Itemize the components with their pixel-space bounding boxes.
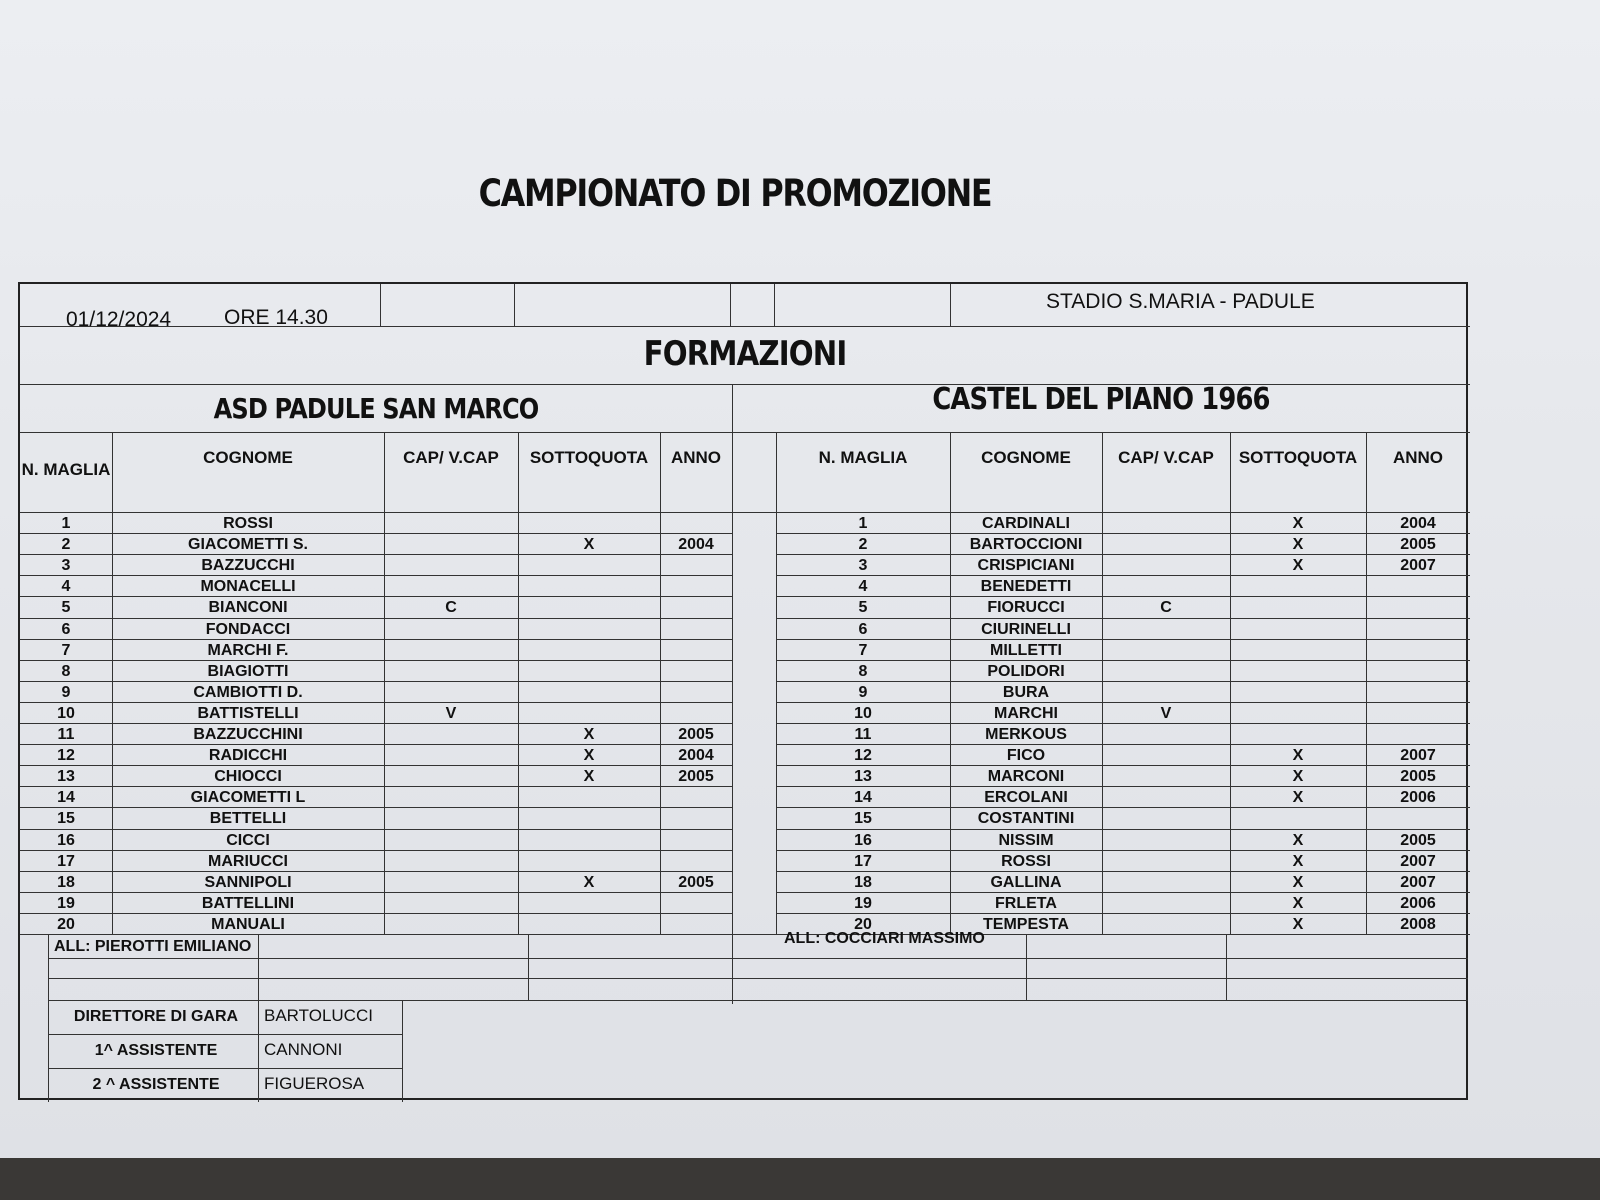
away-name-cell: NISSIM — [998, 831, 1054, 849]
home-row-line — [20, 786, 732, 787]
away-anno-cell: 2006 — [1400, 894, 1436, 912]
home-num-cell: 14 — [57, 789, 75, 807]
away-row-line — [776, 786, 1470, 787]
home-name-cell: MONACELLI — [200, 578, 296, 596]
away-sotto-cell: X — [1292, 768, 1304, 786]
home-header-0: N. MAGLIA — [21, 460, 111, 479]
away-header-4: ANNO — [1392, 448, 1444, 467]
away-name-cell: BENEDETTI — [980, 578, 1072, 596]
away-num-cell: 9 — [858, 683, 868, 701]
away-name-cell: GALLINA — [990, 873, 1062, 891]
away-row-line — [776, 575, 1470, 576]
home-header-4: ANNO — [670, 448, 722, 467]
home-anno-cell: 2005 — [678, 873, 714, 891]
home-num-cell: 1 — [61, 515, 71, 532]
away-anno-cell: 2005 — [1400, 831, 1436, 849]
home-row-line — [20, 554, 732, 555]
home-name-cell: MARIUCCI — [208, 852, 288, 870]
section-title: FORMAZIONI — [643, 334, 847, 374]
away-num-cell: 1 — [858, 515, 868, 532]
away-num-cell: 13 — [854, 768, 872, 786]
home-anno-cell: 2005 — [678, 768, 714, 786]
home-row-line — [20, 871, 732, 872]
away-row-line — [776, 850, 1470, 851]
away-sotto-cell: X — [1292, 915, 1304, 933]
home-row-line — [20, 744, 732, 745]
home-row-line — [20, 639, 732, 640]
home-sotto-cell: X — [583, 873, 595, 891]
home-num-cell: 6 — [61, 620, 71, 638]
away-anno-cell: 2008 — [1400, 915, 1436, 933]
home-num-cell: 20 — [57, 915, 75, 933]
home-name-cell: CAMBIOTTI D. — [193, 683, 303, 701]
away-header-3: SOTTOQUOTA — [1238, 448, 1358, 467]
home-num-cell: 4 — [61, 578, 71, 596]
home-num-cell: 12 — [57, 747, 75, 765]
home-col-divider — [732, 432, 733, 934]
away-name-cell: MARCHI — [994, 704, 1058, 722]
home-num-cell: 8 — [61, 662, 71, 680]
home-num-cell: 9 — [61, 683, 71, 701]
match-date: 01/12/2024 — [66, 308, 172, 331]
home-name-cell: MANUALI — [211, 915, 285, 933]
home-sotto-cell: X — [583, 726, 595, 743]
away-num-cell: 18 — [854, 873, 872, 891]
home-name-cell: BIAGIOTTI — [207, 662, 289, 680]
home-num-cell: 2 — [61, 536, 71, 554]
away-num-cell: 19 — [854, 894, 872, 912]
official-row-line — [48, 1068, 402, 1069]
official-role: 1^ ASSISTENTE — [94, 1042, 218, 1059]
away-sotto-cell: X — [1292, 557, 1304, 575]
home-row-line — [20, 596, 732, 597]
home-sotto-cell: X — [583, 747, 595, 765]
away-num-cell: 8 — [858, 662, 868, 680]
home-name-cell: MARCHI F. — [207, 641, 289, 659]
away-name-cell: ERCOLANI — [984, 789, 1068, 807]
away-num-cell: 11 — [854, 726, 872, 743]
away-name-cell: MILLETTI — [990, 641, 1062, 659]
away-name-cell: POLIDORI — [987, 662, 1065, 680]
away-num-cell: 7 — [858, 641, 868, 659]
away-num-cell: 16 — [854, 831, 872, 849]
page-title: CAMPIONATO DI PROMOZIONE — [478, 172, 992, 215]
official-name: CANNONI — [264, 1040, 343, 1059]
home-row-line — [20, 829, 732, 830]
away-sotto-cell: X — [1292, 873, 1304, 891]
away-anno-cell: 2007 — [1400, 852, 1436, 870]
home-sotto-cell: X — [583, 768, 595, 786]
home-header-1: COGNOME — [203, 448, 293, 467]
away-num-cell: 17 — [854, 852, 872, 870]
home-num-cell: 13 — [57, 768, 75, 786]
official-role: DIRETTORE DI GARA — [73, 1008, 239, 1025]
away-num-cell: 14 — [854, 789, 872, 807]
home-row-line — [20, 892, 732, 893]
away-header-2: CAP/ V.CAP — [1118, 448, 1214, 467]
home-row-line — [20, 913, 732, 914]
home-row-line — [20, 618, 732, 619]
home-cap-cell: V — [445, 704, 457, 722]
away-row-line — [776, 702, 1470, 703]
away-row-line — [776, 871, 1470, 872]
away-row-line — [776, 533, 1470, 534]
match-time: ORE 14.30 — [224, 306, 328, 329]
away-num-cell: 3 — [858, 557, 868, 575]
away-name-cell: MARCONI — [987, 768, 1065, 786]
home-row-line — [20, 660, 732, 661]
official-role: 2 ^ ASSISTENTE — [92, 1076, 220, 1093]
away-num-cell: 4 — [858, 578, 868, 596]
away-row-line — [776, 639, 1470, 640]
away-anno-cell: 2007 — [1400, 873, 1436, 891]
home-header-2: CAP/ V.CAP — [403, 448, 499, 467]
away-name-cell: BARTOCCIONI — [969, 536, 1083, 554]
home-num-cell: 18 — [57, 873, 75, 891]
away-row-line — [776, 829, 1470, 830]
home-num-cell: 5 — [61, 599, 71, 617]
away-row-line — [776, 913, 1470, 914]
away-name-cell: CRISPICIANI — [977, 557, 1075, 575]
away-name-cell: TEMPESTA — [983, 915, 1069, 933]
home-num-cell: 16 — [57, 831, 75, 849]
home-col-divider — [660, 432, 661, 934]
away-anno-cell: 2007 — [1400, 557, 1436, 575]
home-name-cell: BIANCONI — [208, 599, 288, 617]
away-sotto-cell: X — [1292, 536, 1304, 554]
away-row-line — [776, 660, 1470, 661]
away-row-line — [776, 554, 1470, 555]
home-name-cell: BETTELLI — [209, 810, 287, 828]
away-sotto-cell: X — [1292, 515, 1304, 532]
away-row-line — [776, 744, 1470, 745]
away-anno-cell: 2005 — [1400, 768, 1436, 786]
home-num-cell: 11 — [57, 726, 75, 743]
away-name-cell: CIURINELLI — [981, 620, 1071, 638]
away-sotto-cell: X — [1292, 831, 1304, 849]
home-name-cell: GIACOMETTI S. — [188, 536, 308, 554]
away-name-cell: FRLETA — [995, 894, 1057, 912]
home-name-cell: ROSSI — [223, 515, 273, 532]
official-name: FIGUEROSA — [264, 1074, 365, 1093]
away-num-cell: 20 — [854, 915, 872, 933]
home-row-line — [20, 533, 732, 534]
away-header-0: N. MAGLIA — [818, 448, 908, 467]
away-row-line — [776, 618, 1470, 619]
away-num-cell: 15 — [854, 810, 872, 828]
home-name-cell: GIACOMETTI L — [190, 789, 306, 807]
away-num-cell: 5 — [858, 599, 868, 617]
away-cap-cell: V — [1160, 704, 1172, 722]
home-num-cell: 10 — [57, 704, 75, 722]
home-row-line — [20, 681, 732, 682]
home-name-cell: BATTISTELLI — [197, 704, 299, 722]
away-num-cell: 12 — [854, 747, 872, 765]
home-anno-cell: 2004 — [678, 536, 714, 554]
home-name-cell: FONDACCI — [205, 620, 291, 638]
away-row-line — [776, 807, 1470, 808]
official-row-line — [48, 1034, 402, 1035]
away-name-cell: COSTANTINI — [977, 810, 1075, 828]
home-name-cell: RADICCHI — [208, 747, 288, 765]
home-name-cell: BAZZUCCHINI — [193, 726, 303, 743]
away-coach: ALL: COCCIARI MASSIMO — [784, 930, 985, 947]
away-sotto-cell: X — [1292, 789, 1304, 807]
away-row-line — [776, 892, 1470, 893]
away-row-line — [776, 765, 1470, 766]
home-coach: ALL: PIEROTTI EMILIANO — [54, 938, 252, 955]
away-name-cell: FICO — [1006, 747, 1046, 765]
home-row-line — [20, 850, 732, 851]
official-name: BARTOLUCCI — [264, 1006, 373, 1025]
away-num-cell: 2 — [858, 536, 868, 554]
home-anno-cell: 2005 — [678, 726, 714, 743]
home-col-divider — [518, 432, 519, 934]
away-name-cell: CARDINALI — [982, 515, 1070, 532]
home-row-line — [20, 575, 732, 576]
away-anno-cell: 2007 — [1400, 747, 1436, 765]
away-row-line — [776, 596, 1470, 597]
home-num-cell: 3 — [61, 557, 71, 575]
home-row-line — [20, 723, 732, 724]
home-anno-cell: 2004 — [678, 747, 714, 765]
away-name-cell: ROSSI — [1001, 852, 1051, 870]
away-row-line — [776, 723, 1470, 724]
away-anno-cell: 2004 — [1400, 515, 1436, 532]
home-num-cell: 15 — [57, 810, 75, 828]
home-name-cell: BAZZUCCHI — [201, 557, 295, 575]
home-cap-cell: C — [445, 599, 457, 617]
away-row-line — [776, 681, 1470, 682]
lineup-form — [18, 282, 1468, 1100]
away-sotto-cell: X — [1292, 747, 1304, 765]
match-venue: STADIO S.MARIA - PADULE — [1046, 290, 1315, 313]
away-anno-cell: 2005 — [1400, 536, 1436, 554]
away-name-cell: BURA — [1002, 683, 1050, 701]
home-name-cell: BATTELLINI — [201, 894, 295, 912]
home-name-cell: SANNIPOLI — [204, 873, 292, 891]
away-sotto-cell: X — [1292, 852, 1304, 870]
home-sotto-cell: X — [583, 536, 595, 554]
away-num-cell: 10 — [854, 704, 872, 722]
home-num-cell: 17 — [57, 852, 75, 870]
official-divider — [402, 1000, 403, 1102]
away-cap-cell: C — [1160, 599, 1172, 617]
home-col-divider — [384, 432, 385, 934]
away-header-1: COGNOME — [981, 448, 1071, 467]
home-num-cell: 19 — [57, 894, 75, 912]
home-name-cell: CICCI — [226, 831, 270, 849]
home-team-name: ASD PADULE SAN MARCO — [213, 392, 539, 425]
away-col-divider — [1102, 432, 1103, 934]
away-num-cell: 6 — [858, 620, 868, 638]
home-header-3: SOTTOQUOTA — [529, 448, 649, 467]
home-row-line — [20, 807, 732, 808]
away-name-cell: MERKOUS — [985, 726, 1067, 743]
home-row-line — [20, 765, 732, 766]
home-name-cell: CHIOCCI — [214, 768, 282, 786]
away-sotto-cell: X — [1292, 894, 1304, 912]
away-anno-cell: 2006 — [1400, 789, 1436, 807]
home-num-cell: 7 — [61, 641, 71, 659]
away-name-cell: FIORUCCI — [987, 599, 1065, 617]
home-row-line — [20, 702, 732, 703]
away-team-name: CASTEL DEL PIANO 1966 — [932, 382, 1270, 417]
